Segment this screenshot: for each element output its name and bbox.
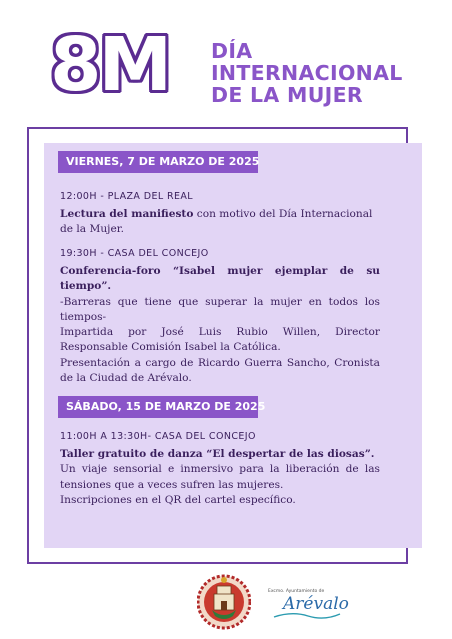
event-text-2-line1: -Barreras que tiene que superar la mujer en todos los	[60, 295, 380, 308]
event-description-1	[60, 207, 380, 238]
event-text-3-line1: Un viaje sensorial e inmersivo para la liberación de las	[60, 463, 380, 476]
date-badge-day2: SÁBADO, 15 DE MARZO DE 2025	[58, 396, 258, 418]
event-text-2-line2: tiempos-	[60, 310, 107, 323]
event-text-2-line3: Impartida por José Luis Rubio Willen, Director	[60, 326, 380, 339]
town-name: Arévalo	[283, 594, 349, 614]
8m-logo-text: 8M	[50, 22, 170, 108]
title-line-3: DE LA MUJER	[211, 83, 363, 107]
event-text-2-line6: de la Ciudad de Arévalo.	[60, 372, 192, 385]
event-time-1: 12:00H - PLAZA DEL REAL	[60, 191, 193, 202]
event-text-3-line2: tensiones que a veces sufren las mujeres.	[60, 478, 284, 491]
event-text-3-line3: Inscripciones en el QR del cartel específico.	[60, 493, 296, 506]
event-title-2b: tiempo”.	[60, 280, 112, 293]
page-title	[211, 40, 403, 106]
poster-header	[0, 0, 452, 120]
title-line-1: DÍA	[211, 39, 253, 63]
event-title-1: Lectura del manifiesto	[60, 208, 194, 220]
coat-of-arms-icon	[197, 572, 251, 634]
event-text-2-line5: Presentación a cargo de Ricardo Guerra Sancho, Cronista	[60, 356, 380, 369]
title-line-2: INTERNACIONAL	[211, 61, 403, 85]
date-badge-day1: VIERNES, 7 DE MARZO DE 2025	[58, 151, 258, 173]
event-title-2a: Conferencia-foro “Isabel mujer ejemplar de su	[60, 265, 380, 277]
swoosh-icon	[272, 610, 342, 620]
event-title-3: Taller gratuito de danza “El despertar de las diosas”.	[60, 448, 375, 460]
event-text-2-line4: Responsable Comisión Isabel la Católica.	[60, 341, 281, 354]
event-description-2	[60, 264, 380, 386]
council-label: Excmo. Ayuntamiento de	[268, 589, 325, 594]
footer	[0, 565, 452, 639]
event-time-3: 11:00H A 13:30H- CASA DEL CONCEJO	[60, 431, 256, 442]
event-text-1b: de la Mujer.	[60, 223, 124, 236]
event-description-3	[60, 447, 380, 508]
event-text-1a: con motivo del Día Internacional	[193, 208, 373, 220]
event-time-2: 19:30H - CASA DEL CONCEJO	[60, 248, 209, 259]
